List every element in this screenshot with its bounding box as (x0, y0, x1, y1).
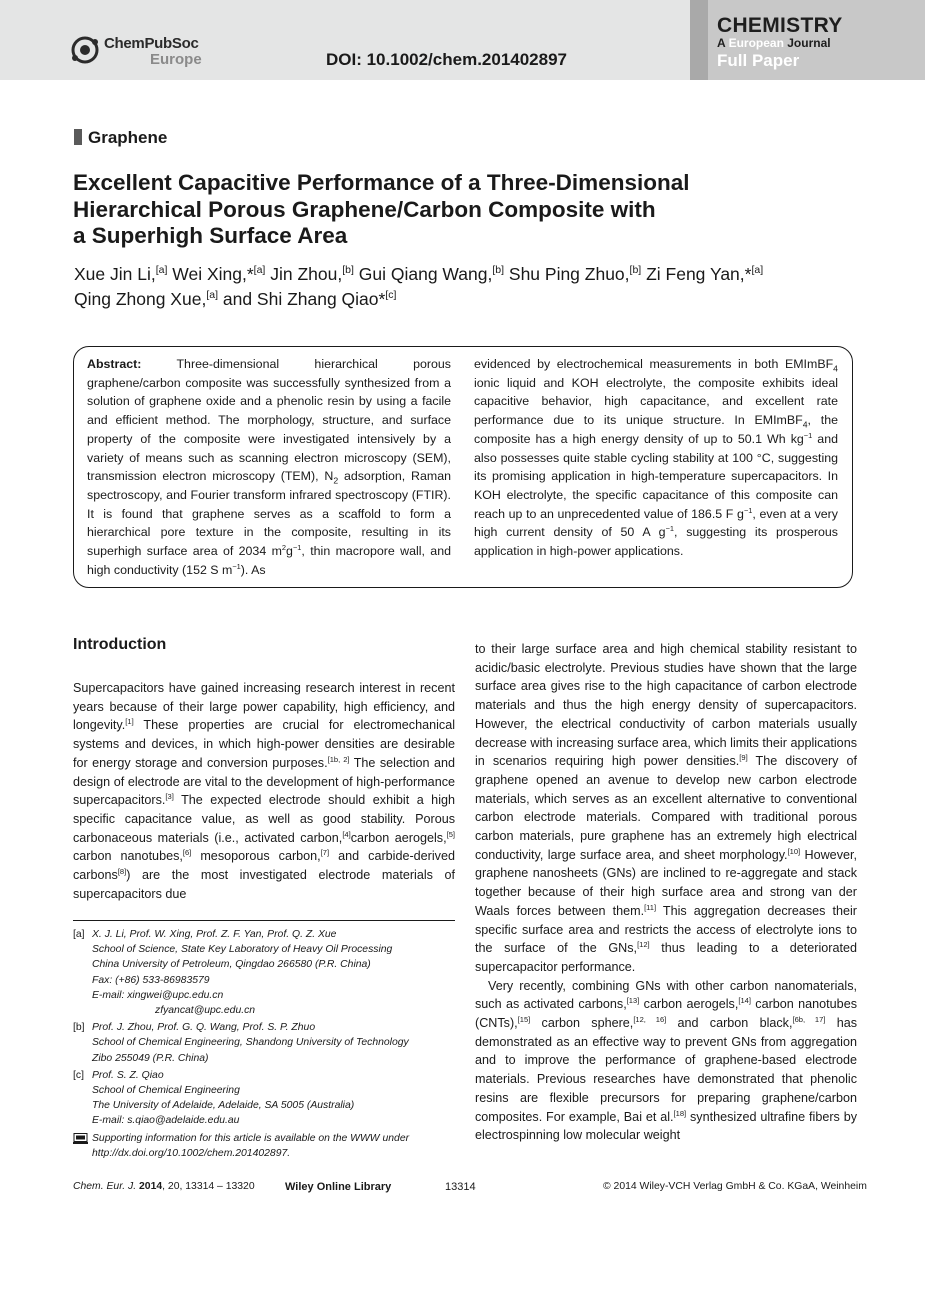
logo-text: ChemPubSoc (104, 35, 199, 52)
paper-type: Full Paper (717, 51, 800, 70)
journal-name: CHEMISTRY (717, 14, 843, 37)
affiliations (73, 927, 455, 1163)
citation-ref[interactable]: [6b, 17] (792, 1014, 826, 1024)
introduction-heading: Introduction (73, 636, 167, 653)
footnote-rule (73, 920, 455, 921)
citation-ref[interactable]: [12, 16] (633, 1014, 667, 1024)
computer-icon (73, 1133, 88, 1144)
supporting-info-link[interactable]: http://dx.doi.org/10.1002/chem.201402897. (92, 1147, 291, 1159)
citation-ref[interactable]: [10] (787, 846, 801, 856)
page-number: 13314 (445, 1181, 476, 1193)
citation-ref[interactable]: [5] (446, 829, 455, 839)
section-tag: Graphene (74, 128, 167, 148)
citation-ref[interactable]: [7] (320, 848, 330, 858)
publisher-logo (70, 33, 270, 73)
abstract-box (73, 346, 853, 588)
affiliation-b: [b] Prof. J. Zhou, Prof. G. Q. Wang, Prof. S. P. Zhuo School of Chemical Engineering, Shandong University of Technology Zibo 255049 (P.R. China) (73, 1022, 409, 1064)
author-list: Xue Jin Li,[a] Wei Xing,*[a] Jin Zhou,[b] Gui Qiang Wang,[b] Shu Ping Zhuo,[b] Zi Feng Yan,*[a] Qing Zhong Xue,[a] and Shi Zhang Qiao*[c] (74, 264, 764, 309)
chempubsoc-logo-icon (70, 35, 100, 65)
body-left-column (73, 679, 455, 903)
article-title: Excellent Capacitive Performance of a Three-Dimensional Hierarchical Porous Graphene/Carbon Composite with a Superhigh Surface Area (73, 170, 690, 248)
citation-ref[interactable]: [6] (182, 848, 192, 858)
citation-ref[interactable]: [18] (673, 1108, 687, 1118)
affiliation-a: [a] X. J. Li, Prof. W. Xing, Prof. Z. F. Yan, Prof. Q. Z. Xue School of Science, State Key Laboratory of Heavy Oil Processing China University of Petroleum, Qingdao 266580 (P.R. China) Fax: (+86) 533-86983579 E-mail: xingwei@upc.edu.cn zfyancat@upc.edu.cn (73, 929, 393, 1017)
intro-paragraph-2: Very recently, combining GNs with other carbon nanomaterials, such as activated carbons,[13] carbon aerogels,[14] carbon nanotubes (CNTs),[15] carbon sphere,[12, 16] and carbon black,[6b, 17] has demonstrated as an effective way to prevent GNs from aggregation and to improve the performance of graphene-based electrode materials. Previous researches have demonstrated that phenolic resins are flexible precursors for preparing graphene/carbon composites. For example, Bai et al.[18] synthesized ultrafine fibers by electrospinning low molecular weight (475, 978, 858, 1143)
citation-ref[interactable]: [4] (342, 829, 351, 839)
citation-ref[interactable]: [1b, 2] (327, 754, 350, 764)
footer-citation: Chem. Eur. J. 2014, 20, 13314 – 13320 (73, 1181, 255, 1192)
intro-paragraph-1: Supercapacitors have gained increasing research interest in recent years because of their large power capability, high efficiency, and longevity.[1] These properties are crucial for electromechanical systems and devices, in which high-power densities are desirable for energy storage and conversion purposes.[1b, 2] The selection and design of electrode are vital to the development of high-performance supercapacitors.[3] The expected electrode should exhibit a high specific capacitance value, as well as good stability. Porous carbonaceous materials (i.e., activated carbon,[4]carbon aerogels,[5] carbon nanotubes,[6] mesoporous carbon,[7] and carbide-derived carbons[8]) are the most investigated electrode materials of supercapacitors due (73, 681, 455, 901)
citation-ref[interactable]: [3] (165, 792, 174, 802)
footer-online-library: Wiley Online Library (285, 1181, 392, 1193)
journal-badge-strip (690, 0, 708, 80)
affiliation-c: [c] Prof. S. Z. Qiao School of Chemical Engineering The University of Adelaide, Adelaide, SA 5005 (Australia) E-mail: s.qiao@adelaide.edu.au (73, 1069, 355, 1127)
intro-paragraph-1-cont: to their large surface area and high chemical stability resistant to acidic/basic electrolyte. Previous studies have shown that the large surface area gives rise to the high capacitance of carbon electrode materials and thus the high energy density of supercapacitors. However, the electrical conductivity of carbon materials usually decrease with increasing surface area, which limits their applications in scenarios requiring high power densities.[9] The discovery of graphene opened an avenue to develop new carbon electrode materials, which serves as an excellent alternative to conventional carbon electrode materials. Compared with traditional porous carbon materials, pure graphene has an extremely high electrical conductivity, large surface area, and sheet morphology.[10] However, graphene nanosheets (GNs) are inclined to re-aggregate and stack together because of their high surface area and strong van der Waals forces between them.[11] This aggregation decreases their specific surface area and restricts the access of electrolyte ions to the surface of the GNs,[12] thus leading to a deteriorated supercapacitor performance. (475, 642, 858, 974)
citation-ref[interactable]: [9] (739, 753, 748, 763)
section-tag-bar (74, 129, 82, 145)
citation-ref[interactable]: [11] (644, 902, 657, 912)
footer-copyright: © 2014 Wiley-VCH Verlag GmbH & Co. KGaA, Weinheim (603, 1181, 867, 1192)
logo-subtext: Europe (150, 51, 202, 68)
journal-subtitle: A European Journal (717, 36, 831, 50)
supporting-info-note: Supporting information for this article is available on the WWW under http://dx.doi.org/10.1002/chem.201402897. (73, 1131, 455, 1161)
abstract-left-column: Abstract: Three-dimensional hierarchical porous graphene/carbon composite was successfully synthesized from a solution of graphene oxide and a phenolic resin by using a facile and efficient method. The morphology, structure, and surface property of the composite were investigated intensively by a variety of means such as scanning electron microscopy (SEM), transmission electron microscopy (TEM), $N_2$ adsorption, Raman spectroscopy, and Fourier transform infrared spectroscopy (FTIR). It is found that graphene serves as a scaffold to form a hierarchical pore texture in the composite, resulting in its superhigh surface area of 2034 $m^2g^{-1}$, thin macropore wall, and high conductivity (152 S $m^{-1}$). As (87, 357, 451, 577)
abstract-right-column: evidenced by electrochemical measurements in both EMImBF$_4$ ionic liquid and KOH electrolyte, the composite exhibits ideal capacitive behavior, high capacitance, and excellent rate performance due to its unique structure. In EMImBF$_4$, the composite has a high energy density of up to 50.1 Wh $kg^{-1}$ and also possesses quite stable cycling stability at 100 °C, suggesting its promising application in high-temperature supercapacitors. In KOH electrolyte, the specific capacitance of this composite can reach up to an unprecedented value of 186.5 F $g^{-1}$, even at a very high current density of 50 A $g^{-1}$, suggesting its prosperous application in high-power applications. (474, 357, 838, 559)
citation-ref[interactable]: [15] (517, 1014, 531, 1024)
citation-ref[interactable]: [8] (117, 866, 127, 876)
citation-ref[interactable]: [13] (626, 996, 640, 1006)
doi: DOI: 10.1002/chem.201402897 (326, 50, 568, 69)
body-right-column (475, 640, 857, 1145)
citation-ref[interactable]: [1] (125, 717, 134, 727)
citation-ref[interactable]: [12] (637, 940, 650, 950)
citation-ref[interactable]: [14] (738, 996, 751, 1006)
